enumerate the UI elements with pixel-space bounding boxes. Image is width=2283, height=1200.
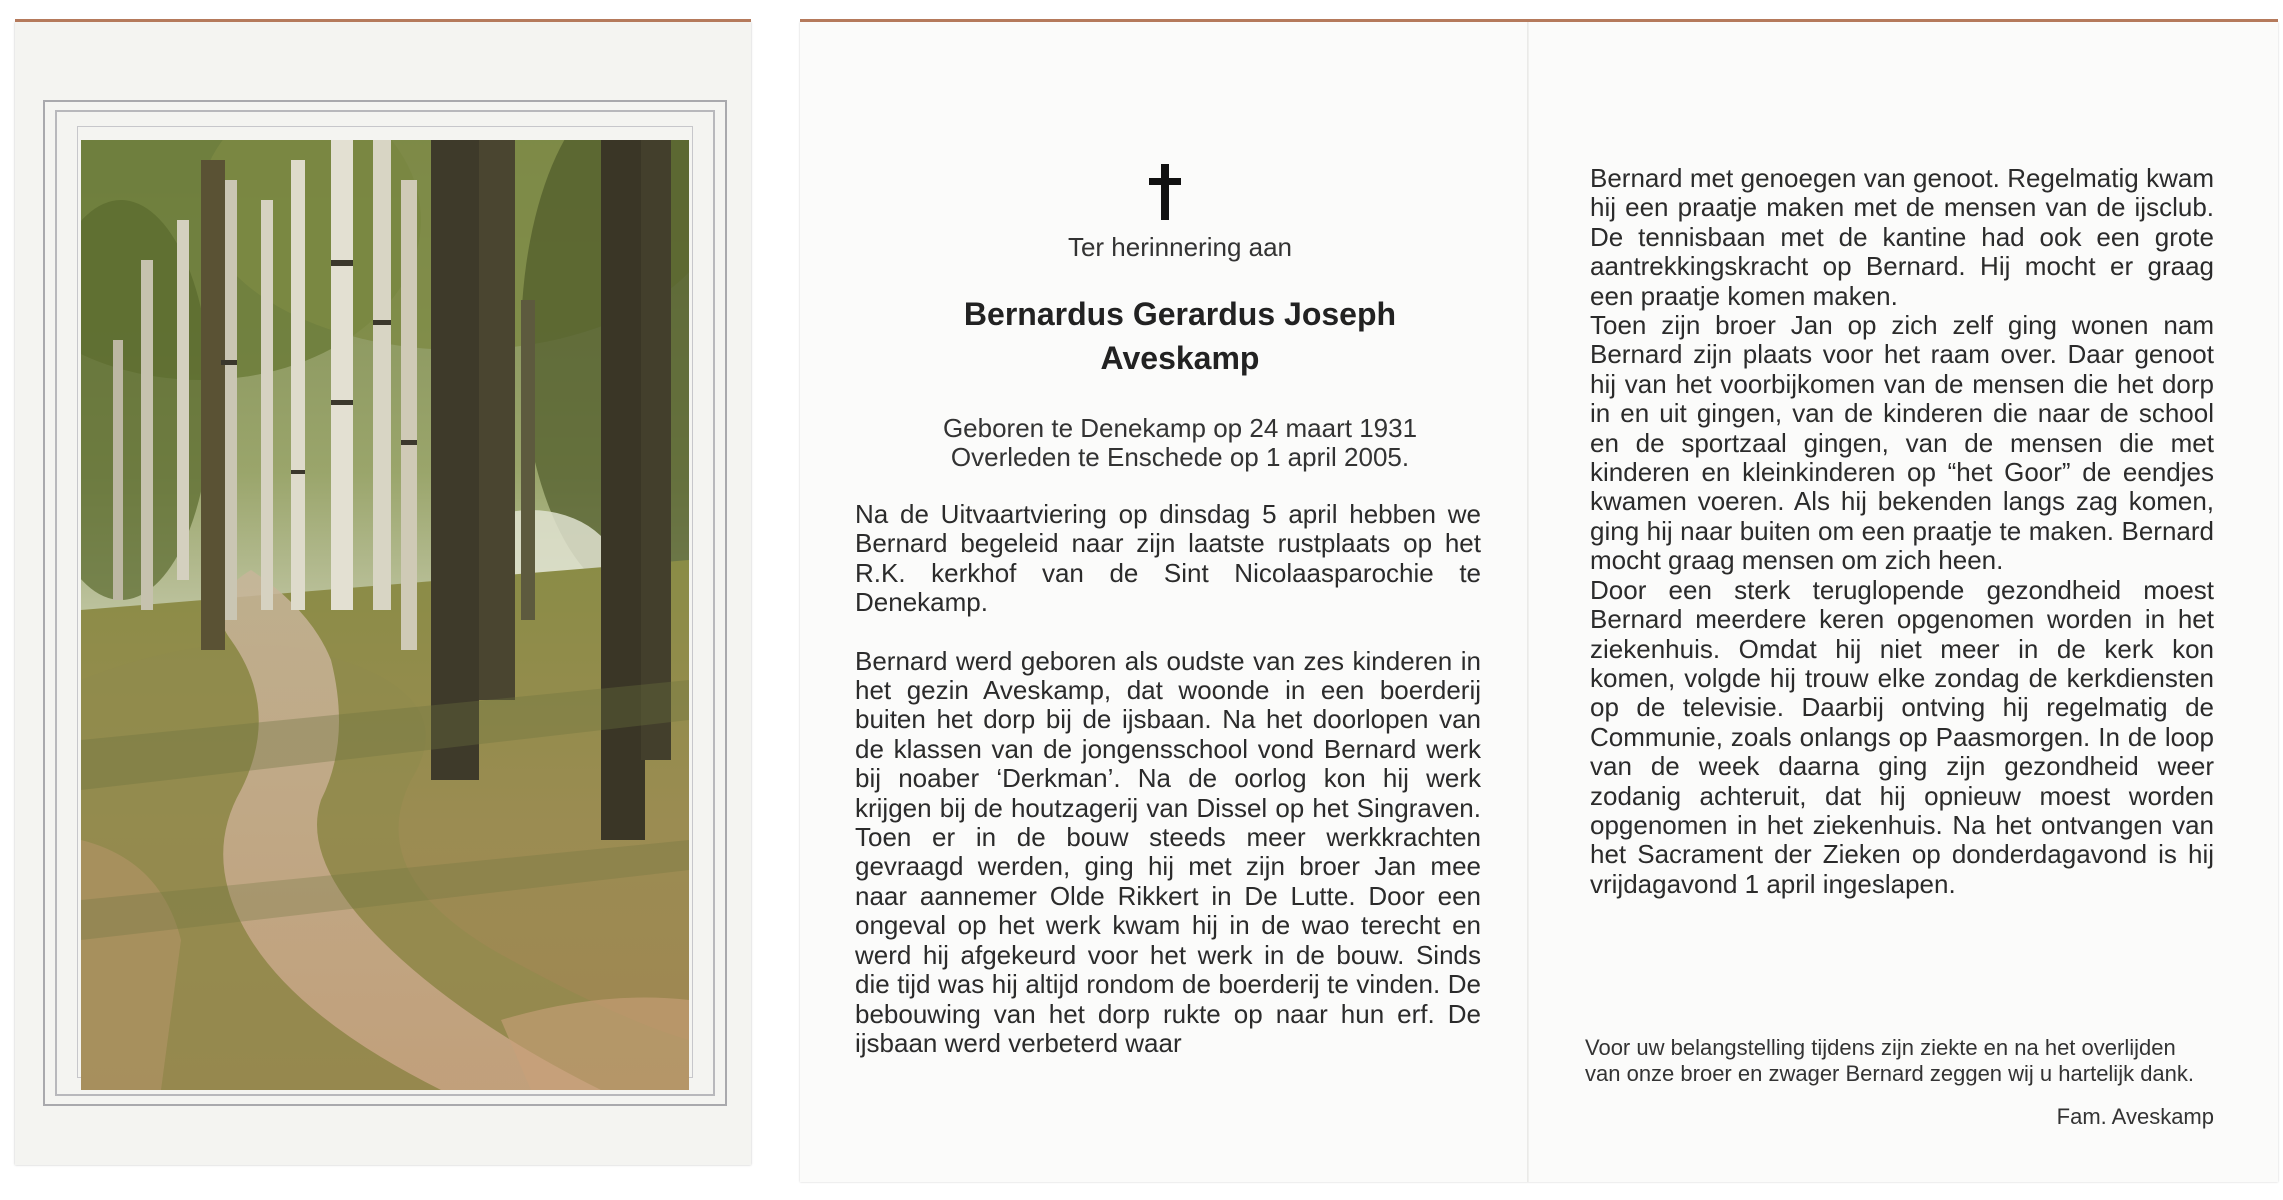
- biography-paragraph: Bernard werd geboren als oudste van zes kinderen in het gezin Aveskamp, dat woonde in een boerderij buiten het dorp bij de ijsbaan. Na het doorlopen van de klassen van de jongensschool vond Bernard werk bij noaber ‘Derkman’. Na de oorlog kon hij werk krijgen bij de houtzagerij van Dissel op het Singraven. Toen er in de bouw steeds meer werkkrachten gevraagd werden, ging hij met zijn broer Jan mee naar aannemer Olde Rikkert in De Lutte. Door een ongeval op het werk kwam hij in de wao terecht en werd hij afgekeurd voor het werk in de bouw. Sinds die tijd was hij altijd rondom de boerderij te vinden. De bebouwing van het dorp rukte op naar hun erf. De ijsbaan werd verbeterd waar: [855, 645, 1481, 1058]
- window-paragraph: Toen zijn broer Jan op zich zelf ging wonen nam Bernard zijn plaats voor het raam over. Daar genoot hij van het voorbijkomen van de mensen die het dorp in en uit gingen, van de kinderen die naar de school en de sportzaal gingen, van de mensen die met kinderen en kleinkinderen op “het Goor” de eendjes kwamen voeren. Als hij bekenden langs zag komen, ging hij naar buiten om een praatje te maken. Bernard mocht graag mensen om zich heen.: [1590, 310, 2214, 576]
- death-date-line: Overleden te Enschede op 1 april 2005.: [950, 442, 1410, 472]
- thank-you-note: Voor uw belangstelling tijdens zijn ziekte en na het overlijden van onze broer en zwager Bernard zeggen wij u hartelijk dank.: [1585, 1035, 2195, 1086]
- forest-path-image: [81, 140, 689, 1090]
- deceased-name-first: Bernardus Gerardus Joseph: [963, 296, 1397, 332]
- birth-date-line: Geboren te Denekamp op 24 maart 1931: [942, 413, 1418, 443]
- card-fold-line: [1527, 22, 1529, 1182]
- forest-path-photo: [81, 140, 689, 1090]
- left-column-text: [855, 500, 1481, 1058]
- illness-paragraph: Door een sterk teruglopende gezondheid moest Bernard meerdere keren opgenomen worden in het ziekenhuis. Omdat hij niet meer in de kerk kon komen, volgde hij trouw elke zondag de kerkdiensten op de televisie. Daarbij ontving hij regelmatig de Communie, zoals onlangs op Paasmorgen. In de loop van de week daarna ging zijn gezondheid weer zodanig achteruit, dat hij opnieuw moest worden opgenomen in het ziekenhuis. Na het ontvangen van het Sacrament der Zieken op donderdagavond is hij vrijdagavond 1 april ingeslapen.: [1590, 574, 2214, 899]
- funeral-paragraph: Na de Uitvaartviering op dinsdag 5 april hebben we Bernard begeleid naar zijn laatste rustplaats op het R.K. kerkhof van de Sint Nicolaasparochie te Denekamp.: [855, 499, 1481, 618]
- front-card: [15, 22, 751, 1165]
- deceased-name-last: Aveskamp: [1100, 340, 1260, 376]
- remembrance-heading: Ter herinnering aan: [1067, 232, 1293, 262]
- family-signature: Fam. Aveskamp: [2056, 1104, 2214, 1129]
- biography-paragraph-cont: Bernard met genoegen van genoot. Regelmatig kwam hij een praatje maken met de mensen van de ijsclub. De tennisbaan met de kantine had ook een grote aantrekkingskracht op Bernard. Hij mocht er graag een praatje komen maken.: [1590, 163, 2214, 311]
- inside-spread: [800, 22, 2278, 1182]
- right-column-text: [1590, 164, 2214, 899]
